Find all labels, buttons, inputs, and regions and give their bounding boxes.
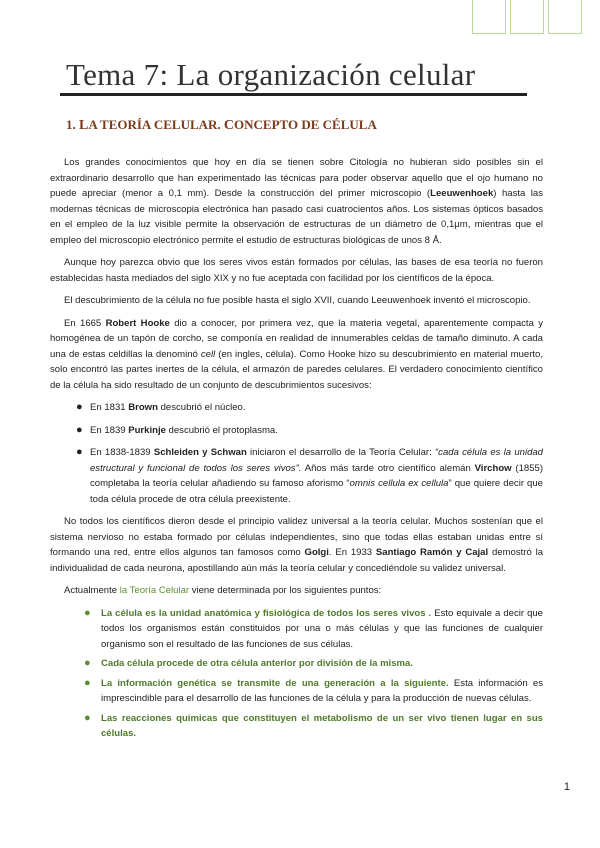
- list-item: [84, 711, 543, 742]
- text: Esta información es imprescindible para el desarrollo de las funciones de la célula y para la producción de nuevas células.: [101, 677, 543, 704]
- text: Actualmente: [64, 585, 120, 596]
- point-highlight: Las reacciones químicas que constituyen el metabolismo de un ser vivo tienen lugar en sus células.: [101, 712, 543, 739]
- section-rest1: A TEORÍA CELULAR: [88, 117, 218, 132]
- section-cap2: C: [223, 118, 235, 133]
- paragraph-discovery: El descubrimiento de la célula no fue posible hasta el siglo XVII, cuando Leeuwenhoek inventó el microscopio.: [64, 295, 531, 306]
- title-underline: [60, 93, 527, 96]
- paragraph-intro: [50, 155, 543, 248]
- text-italic: “cada célula es la unidad estructural y funcional de todos los seres vivos”.: [90, 447, 543, 474]
- text-bold: Robert Hooke: [105, 317, 170, 329]
- text-bold: Leeuwenhoek: [430, 188, 494, 199]
- text: . En 1933: [328, 547, 376, 558]
- point-highlight: Cada célula procede de otra célula anterior por división de la misma.: [101, 658, 413, 669]
- bullet-icon: ●: [76, 423, 83, 436]
- text: No todos los científicos dieron desde el principio validez universal a la teoría celular. Muchos sostenían que el sistema nervioso no estaba formado por células independientes, sino que todas ellas estaban unidas entre sí formando una red, entre ellos algunos tan famosos como: [50, 516, 543, 558]
- text-highlight: la Teoría Celular: [119, 585, 190, 596]
- text: Esto equivale a decir que todos los organismos están constituidos por una o más células y que las funciones de cualquier organismo son el resultado de las funciones de sus células.: [101, 607, 543, 650]
- text-italic: omnis cellula ex cellula: [349, 478, 449, 489]
- text: Años más tarde otro científico alemán: [301, 462, 475, 474]
- text: En 1665: [64, 317, 106, 329]
- point-highlight: La información genética se transmite de una generación a la siguiente.: [101, 677, 449, 689]
- document-body: [50, 155, 543, 746]
- text-bold: Santiago Ramón y Cajal: [375, 547, 489, 558]
- text: demostró la individualidad de cada neurona, apostillando aún más la teoría celular y concediéndole su validez universal.: [50, 547, 543, 574]
- corner-decoration: [468, 0, 582, 34]
- section-rest2: ONCEPTO DE CÉLULA: [234, 117, 377, 132]
- text: descubrió el protoplasma.: [165, 424, 278, 436]
- list-item: [84, 606, 543, 653]
- bullet-icon: ●: [84, 606, 91, 619]
- text-bold: Brown: [128, 402, 158, 413]
- discoveries-list: [50, 400, 543, 507]
- section-heading: [66, 117, 377, 134]
- text: descubrió el núcleo.: [157, 402, 246, 413]
- page-number: 1: [563, 781, 570, 793]
- text: ” que quiere decir que toda célula procede de otra célula preexistente.: [90, 478, 543, 505]
- section-cap1: L: [79, 118, 89, 133]
- section-sep: .: [217, 117, 224, 132]
- bullet-icon: ●: [76, 446, 83, 458]
- text-bold: Schleiden y Schwan: [153, 447, 247, 458]
- text-bold: Virchow: [474, 462, 512, 474]
- paragraph-history: Aunque hoy parezca obvio que los seres vivos están formados por células, las bases de esa teoría no fueron establecidas hasta mediados del siglo XIX y no fue aceptada con facilidad por los científicos de la época.: [50, 257, 543, 284]
- bullet-icon: ●: [84, 657, 91, 669]
- corner-square: [510, 0, 544, 34]
- text: Los grandes conocimientos que hoy en día se tienen sobre Citología no hubieran sido posibles sin el extraordinario desarrollo que han experimentado las técnicas para poder observar aquello que el ojo humano no puede apreciar (menor a 0,1 mm). Desde la construcción del primer microscopio (: [50, 157, 543, 199]
- corner-square: [548, 0, 582, 34]
- bullet-icon: ●: [84, 711, 91, 724]
- text: En 1839: [90, 424, 129, 436]
- theory-points-list: [50, 606, 543, 742]
- section-number: 1.: [66, 117, 76, 132]
- text: ) hasta las modernas técnicas de microscopia electrónica han pasado casi cuatrocientos años. Los sistemas ópticos basados en el empleo de la luz visible permite la observación de estructuras de un diámetro de 0,1μm, mientras que el empleo del microscopio electrónico permite el estudio de estructuras biológicas de unos 8 Å.: [50, 188, 544, 246]
- text: iniciaron el desarrollo de la Teoría Celular:: [246, 447, 435, 458]
- text-bold: Purkinje: [128, 424, 166, 436]
- point-highlight: La célula es la unidad anatómica y fisiológica de todos los seres vivos .: [101, 607, 432, 619]
- text: En 1831: [90, 402, 129, 413]
- text: En 1838-1839: [90, 447, 154, 458]
- corner-square: [472, 0, 506, 34]
- text: (1855) completaba la teoría celular añadiendo su famoso aforismo “: [90, 462, 543, 489]
- text-bold: Golgi: [304, 547, 329, 558]
- bullet-icon: ●: [76, 401, 83, 413]
- list-item: [76, 423, 543, 439]
- paragraph-neurons: [50, 514, 543, 576]
- paragraph-current: [50, 583, 543, 599]
- text: (en ingles, célula). Como Hooke hizo su descubrimiento en material muerto, solo encontró las partes inertes de la célula, el armazón de paredes celulares. El verdadero conocimiento científico de la célula ha sido resultado de un conjunto de descubrimientos sucesivos:: [50, 348, 543, 391]
- list-item: [84, 656, 543, 672]
- page-title: Tema 7: La organización celular: [66, 57, 476, 92]
- list-item: [84, 676, 543, 707]
- text: viene determinada por los siguientes puntos:: [189, 585, 382, 596]
- text: dio a conocer, por primera vez, que la materia vegetal, aparentemente compacta y homogénea de un tapón de corcho, se componía en realidad de innumerables celdas de tamaño diminuto. A cada una de estas celdillas la denominó: [50, 317, 543, 360]
- paragraph-hooke: [50, 316, 543, 394]
- list-item: [76, 400, 543, 416]
- list-item: [76, 445, 543, 507]
- text-italic: cell: [200, 348, 216, 360]
- bullet-icon: ●: [84, 676, 91, 689]
